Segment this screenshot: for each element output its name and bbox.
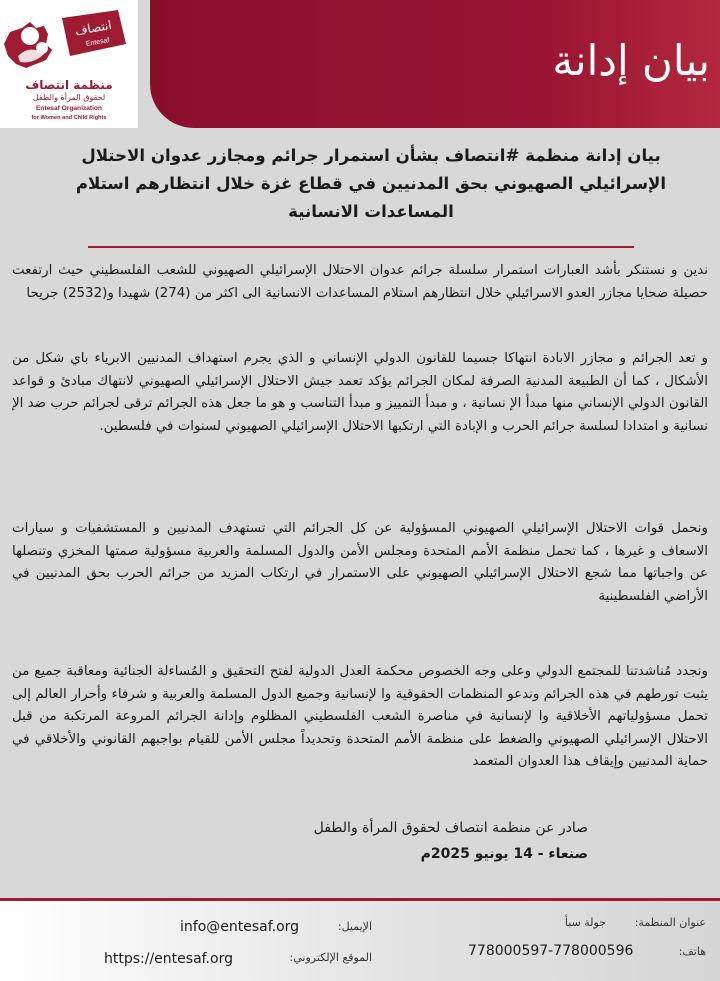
logo-name-ar: منظمة انتصاف (25, 78, 113, 92)
logo-name-en: Entesaf Organization (36, 105, 102, 112)
logo-emblem-icon (0, 4, 138, 82)
address-value: جولة سبأ (564, 916, 606, 929)
logo-badge-sub: Entesaf (85, 37, 111, 49)
website-label: الموقع الإلكتروني: (289, 951, 372, 964)
footer (0, 901, 720, 981)
logo-tagline-ar: لحقوق المرأة والطفل (32, 93, 106, 102)
paragraph-2: و تعد الجرائم و مجازر الابادة انتهاكا جسيما للقانون الدولي الإنساني و الذي يجرم استهداف المدنيين الابرياء باي شكل من الأشكال ، كما أن الطبيعة المدنية الصرفة لمكان الجرائم يؤكد تعمد جيش الاحتلال الإسرائيلي الصهيوني لانتهاك مبادئ و قواعد القانون الدولي الإنساني منها مبدأ الإ نسانية ، و مبدأ التمييز و مبدأ التناسب و هو ما جعل هذه الجرائم ترقى لجرائم حرب ضد الإ نسانية و امتدادا لسلسة جرائم الحرب و الإبادة التي ارتكبها الاحتلال الإسرائيلي الصهيوني لسنوات في فلسطين. (12, 351, 708, 434)
issuer-line: صادر عن منظمة انتصاف لحقوق المرأة والطفل (313, 820, 588, 836)
paragraph-1: ندين و نستنكر بأشد العبارات استمرار سلسلة جرائم عدوان الاحتلال الإسرائيلي الصهيوني للشعب الفلسطيني حيث ارتفعت حصيلة ضحايا مجازر العدو الاسرائيلي خلال انتظارهم استلام المساعدات الانسانية الى اكثر من (274) شهيدا و(2532) جريحا (12, 263, 708, 301)
paragraph-4: ونجدد مُناشدتنا للمجتمع الدولي وعلى وجه الخصوص محكمة العدل الدولية لفتح التحقيق و المُساءلة الجنائية ومعاقبة جميع من يثبت تورطهم في هذه الجرائم وندعو المنظمات الحقوقية وا لإنسانية وجميع الدول المسلمة والعربية و شرفاء وأحرار العالم إلى تحمل مسؤولياتهم الأخلاقية وا لإنسانية في مناصرة الشعب الفلسطيني المظلوم وإدانة الجرائم المروعة المرتكبة من قبل الاحتلال الإسرائيلي الصهيوني والضغط على منظمة الأمم المتحدة وتحديداً مجلس الأمن للقيام بواجبهم القانوني والأخلاقي في حماية المدنيين وإيقاف هذا العدوان المتعمد (12, 664, 708, 769)
paragraph-3: ونحمل قوات الاحتلال الإسرائيلي الصهيوني المسؤولية عن كل الجرائم التي تستهدف المدنيين و المستشفيات و سيارات الاسعاف و غيرها ، كما تحمل منظمة الأمم المتحدة ومجلس الأمن والدول المسلمة والعربية مسؤولية صمتها المخزي وتنصلها عن واجباتها مما شجع الاحتلال الإسرائيلي الصهيوني على الاستمرار في ارتكاب المزيد من جرائم الحرب بحق المدنيين في الأراضي الفلسطينية (12, 521, 708, 604)
address-label: عنوان المنظمة: (634, 916, 706, 929)
logo-badge-text: انتصاف (73, 17, 113, 39)
phone-label: هاتف: (678, 945, 706, 958)
signoff (314, 815, 588, 867)
email-link[interactable]: info@entesaf.org (180, 919, 300, 935)
date-line: صنعاء - 14 يونيو 2025م (420, 846, 588, 862)
website-link[interactable]: https://entesaf.org (104, 951, 233, 967)
divider (88, 246, 634, 248)
email-label: الإيميل: (337, 920, 372, 933)
title-banner (150, 0, 720, 128)
page-title: بيان إدانة (552, 36, 710, 85)
header (0, 0, 720, 128)
phone-value: 778000597-778000596 (468, 943, 634, 959)
statement-headline: بيان إدانة منظمة #انتصاف بشأن استمرار جرائم ومجازر عدوان الاحتلال الإسرائيلي الصهيوني بحق المدنيين في قطاع غزة خلال انتظارهم استلام المساعدات الانسانية (75, 146, 667, 221)
logo-tagline-en: for Women and Child Rights (31, 115, 107, 121)
logo (0, 0, 138, 128)
